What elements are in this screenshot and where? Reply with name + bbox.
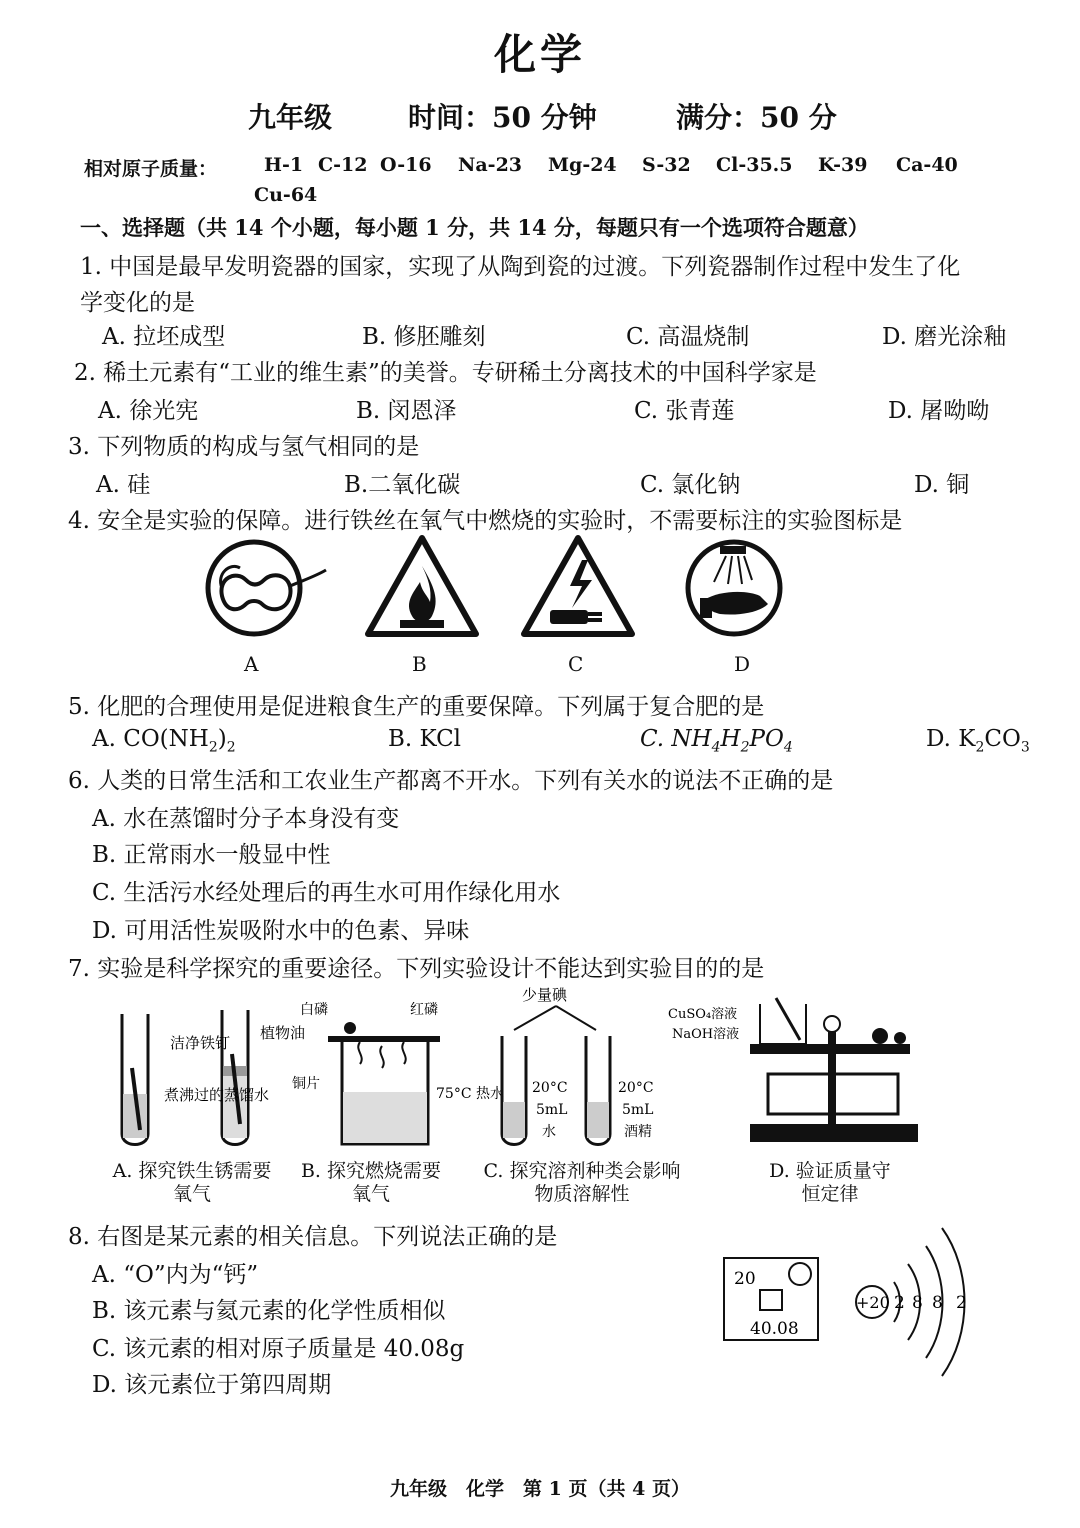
q2-option-a: A. 徐光宪 <box>98 398 199 424</box>
label-boiled-water: 煮沸过的蒸馏水 <box>164 1086 270 1104</box>
question-7-stem: 7. 实验是科学探究的重要途径。下列实验设计不能达到实验目的的是 <box>68 956 765 982</box>
atomic-mass-cl: Cl-35.5 <box>716 154 793 176</box>
q1-option-d: D. 磨光涂釉 <box>882 324 1007 350</box>
q3-option-a: A. 硅 <box>96 472 151 498</box>
q2-option-c: C. 张青莲 <box>634 398 735 424</box>
balance-scale <box>668 998 918 1142</box>
q8-element-figure <box>720 1220 990 1410</box>
question-4-stem: 4. 安全是实验的保障。进行铁丝在氧气中燃烧的实验时，不需要标注的实验图标是 <box>68 508 903 534</box>
shell-1-electrons: 2 <box>894 1293 905 1313</box>
section-heading: 一、选择题（共 14 个小题，每小题 1 分，共 14 分，每题只有一个选项符合题意） <box>80 215 869 240</box>
page-footer: 九年级 化学 第 1 页（共 4 页） <box>390 1478 690 1500</box>
atomic-number: 20 <box>734 1269 756 1289</box>
question-5-stem: 5. 化肥的合理使用是促进粮食生产的重要保障。下列属于复合肥的是 <box>68 694 765 720</box>
q5-option-d: D. $K_2CO_3$ <box>926 726 1030 756</box>
question-3-stem: 3. 下列物质的构成与氢气相同的是 <box>68 434 420 460</box>
q2-option-d: D. 屠呦呦 <box>888 398 990 424</box>
q8-option-b: B. 该元素与氦元素的化学性质相似 <box>92 1298 446 1324</box>
q8-option-d: D. 该元素位于第四周期 <box>92 1372 332 1398</box>
shell-4-electrons: 2 <box>956 1293 967 1313</box>
q6-option-a: A. 水在蒸馏时分子本身没有变 <box>92 806 400 832</box>
q7-experiments-figure <box>110 984 940 1152</box>
label-volume-a: 5mL <box>536 1102 568 1118</box>
q7-caption-d: D. 验证质量守恒定律 <box>769 1160 891 1205</box>
label-white-phosphorus: 白磷 <box>300 1002 328 1018</box>
label-water: 水 <box>542 1124 556 1140</box>
nucleus-charge: +20 <box>856 1293 890 1312</box>
question-2-stem: 2. 稀土元素有“工业的维生素”的美誉。专研稀土分离技术的中国科学家是 <box>74 360 817 386</box>
q8-option-a: A. “O”内为“钙” <box>92 1262 259 1288</box>
grade-label: 九年级 <box>248 101 333 134</box>
label-copper-sheet: 铜片 <box>292 1076 320 1092</box>
question-6-stem: 6. 人类的日常生活和工农业生产都离不开水。下列有关水的说法不正确的是 <box>68 768 834 794</box>
q5-option-b: B. KCl <box>388 726 462 752</box>
label-hot-water: 75°C 热水 <box>436 1086 504 1102</box>
q7-caption-b: B. 探究燃烧需要氧气 <box>300 1160 442 1205</box>
q1-option-c: C. 高温烧制 <box>626 324 750 350</box>
question-1-stem: 1. 中国是最早发明瓷器的国家，实现了从陶到瓷的过渡。下列瓷器制作过程中发生了化 <box>80 254 961 280</box>
iron-nail-test-tubes <box>122 1010 305 1145</box>
q4-label-b: B <box>412 652 427 676</box>
q4-label-c: C <box>568 652 584 676</box>
label-temp-b: 20°C <box>618 1080 654 1096</box>
q2-option-b: B. 闵恩泽 <box>356 398 457 424</box>
atomic-mass-na: Na-23 <box>458 154 523 176</box>
atomic-mass-o: O-16 <box>380 154 432 176</box>
q4-icons-figure <box>200 530 800 648</box>
atomic-mass-k: K-39 <box>818 154 868 176</box>
combustion-beaker <box>292 1001 504 1144</box>
time-label: 时间：50 分钟 <box>408 101 597 134</box>
label-alcohol: 酒精 <box>624 1124 652 1140</box>
page-title: 化学 <box>493 30 586 79</box>
atomic-mass-h: H-1 <box>264 154 304 176</box>
element-card <box>724 1258 818 1340</box>
q6-option-b: B. 正常雨水一般显中性 <box>92 842 331 868</box>
q4-label-a: A <box>244 652 259 676</box>
atomic-mass-s: S-32 <box>642 154 691 176</box>
atomic-mass-c: C-12 <box>318 154 368 176</box>
q3-option-b: B.二氧化碳 <box>344 472 461 498</box>
label-iodine: 少量碘 <box>522 986 568 1004</box>
label-cuso4: CuSO₄溶液 <box>668 1007 738 1022</box>
label-vegetable-oil: 植物油 <box>260 1024 306 1042</box>
atomic-mass-cu: Cu-64 <box>254 184 318 206</box>
q7-caption-a: A. 探究铁生锈需要氧气 <box>112 1160 272 1205</box>
label-volume-b: 5mL <box>622 1102 654 1118</box>
electric-hazard-icon <box>524 538 632 634</box>
iodine-solubility-tubes <box>502 986 654 1145</box>
q6-option-c: C. 生活污水经处理后的再生水可用作绿化用水 <box>92 880 561 906</box>
q5-option-a: A. $CO(NH_2)_2$ <box>92 726 236 756</box>
q6-option-d: D. 可用活性炭吸附水中的色素、异味 <box>92 918 470 944</box>
goggles-icon <box>208 542 326 634</box>
q1-option-b: B. 修胚雕刻 <box>362 324 486 350</box>
atomic-mass-label: 相对原子质量： <box>84 158 218 180</box>
flame-hazard-icon <box>368 538 476 634</box>
question-1-stem-cont: 学变化的是 <box>80 290 195 316</box>
atomic-mass-mg: Mg-24 <box>548 154 617 176</box>
atomic-mass: 40.08 <box>750 1319 799 1339</box>
atom-structure-diagram <box>856 1228 967 1376</box>
q3-option-c: C. 氯化钠 <box>640 472 741 498</box>
shell-2-electrons: 8 <box>912 1293 923 1313</box>
q1-option-a: A. 拉坯成型 <box>102 324 226 350</box>
label-red-phosphorus: 红磷 <box>410 1002 438 1018</box>
score-label: 满分：50 分 <box>676 101 837 134</box>
q7-caption-c: C. 探究溶剂种类会影响物质溶解性 <box>483 1160 681 1205</box>
atomic-mass-ca: Ca-40 <box>896 154 958 176</box>
label-naoh: NaOH溶液 <box>672 1027 740 1042</box>
label-temp-a: 20°C <box>532 1080 568 1096</box>
q8-option-c: C. 该元素的相对原子质量是 40.08g <box>92 1336 465 1362</box>
label-clean-nail: 洁净铁钉 <box>170 1034 231 1052</box>
q3-option-d: D. 铜 <box>914 472 970 498</box>
hand-wash-icon <box>688 542 780 634</box>
question-8-stem: 8. 右图是某元素的相关信息。下列说法正确的是 <box>68 1224 558 1250</box>
q5-option-c: C. $NH_4H_2PO_4$ <box>640 726 793 756</box>
shell-3-electrons: 8 <box>932 1293 943 1313</box>
q4-label-d: D <box>734 652 751 676</box>
